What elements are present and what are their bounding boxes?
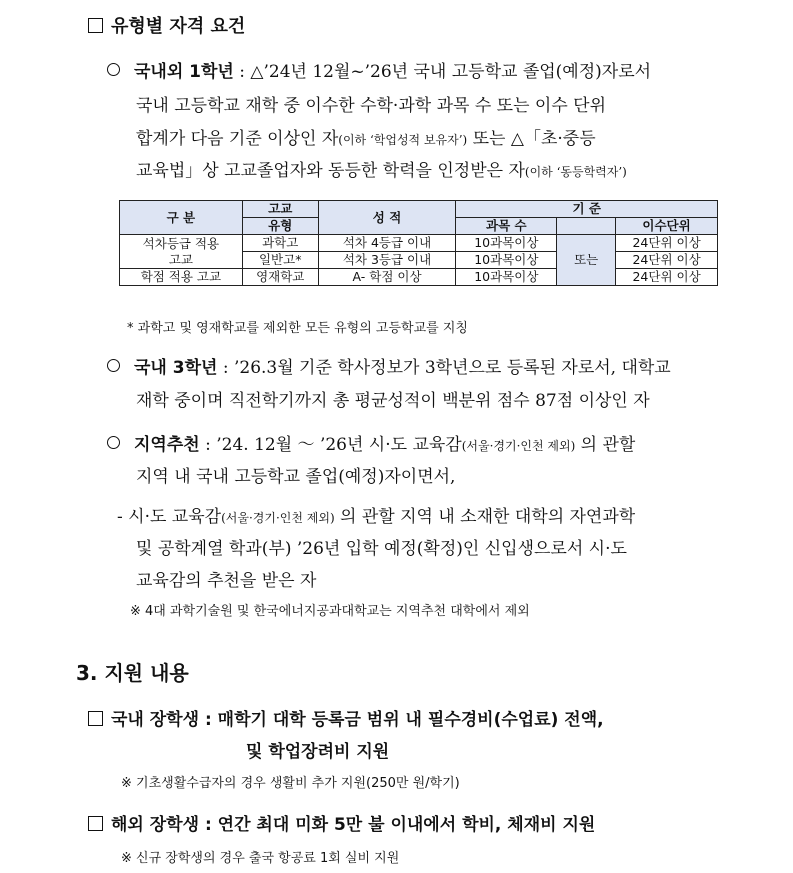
section3-heading: 3. 지원 내용 — [76, 661, 189, 685]
criteria-table — [119, 200, 718, 286]
item3-line2: 지역 내 국내 고등학교 졸업(예정)자이면서, — [136, 467, 456, 487]
table-row — [120, 269, 718, 286]
header-grade: 성 적 — [318, 201, 456, 235]
cell-grade: 석차 4등급 이내 — [318, 235, 456, 252]
item1-label: 국내외 1학년 — [134, 62, 234, 82]
item2-label: 국내 3학년 — [134, 358, 218, 378]
cell-or: 또는 — [557, 235, 616, 286]
item2-line2: 재학 중이며 직전학기까지 총 평균성적이 백분위 점수 87점 이상인 자 — [136, 391, 650, 411]
checkbox-square-icon — [88, 18, 103, 33]
header-school: 고교 — [242, 201, 318, 218]
item3-dash-line3: 교육감의 추천을 받은 자 — [136, 571, 317, 591]
cell-subjects: 10과목이상 — [456, 269, 557, 286]
domestic-line2: 및 학업장려비 지원 — [246, 742, 390, 762]
cell-units: 24단위 이상 — [616, 235, 718, 252]
checkbox-square-icon — [88, 816, 103, 831]
overseas-line1: 해외 장학생 : 연간 최대 미화 5만 불 이내에서 학비, 체재비 지원 — [88, 810, 595, 835]
cell-type: 과학고 — [242, 235, 318, 252]
cell-units: 24단위 이상 — [616, 269, 718, 286]
item3-dash-line1: - 시·도 교육감(서울·경기·인천 제외) 의 관할 지역 내 소재한 대학의 자연과학 — [117, 507, 636, 527]
cell-type: 영재학교 — [242, 269, 318, 286]
item3-line1: 지역추천 : ’24. 12월 ～ ’26년 시·도 교육감(서울·경기·인천 제외) 의 관할 — [107, 430, 635, 455]
overseas-note: ※ 신규 장학생의 경우 출국 항공료 1회 실비 지원 — [121, 851, 400, 866]
header-school-type: 유형 — [242, 218, 318, 235]
cell-type: 일반고* — [242, 252, 318, 269]
item3-note: ※ 4대 과학기술원 및 한국에너지공과대학교는 지역추천 대학에서 제외 — [130, 604, 530, 619]
cell-grade: A- 학점 이상 — [318, 269, 456, 286]
domestic-line1: 국내 장학생 : 매학기 대학 등록금 범위 내 필수경비(수업료) 전액, — [88, 705, 604, 730]
cell-subjects: 10과목이상 — [456, 235, 557, 252]
item1-line2: 국내 고등학교 재학 중 이수한 수학·과학 과목 수 또는 이수 단위 — [136, 96, 606, 116]
table-row — [120, 235, 718, 252]
section-heading: 유형별 자격 요건 — [88, 12, 245, 38]
header-units: 이수단위 — [616, 218, 718, 235]
circle-bullet-icon — [107, 63, 120, 76]
header-subjects: 과목 수 — [456, 218, 557, 235]
cell-units: 24단위 이상 — [616, 252, 718, 269]
circle-bullet-icon — [107, 436, 120, 449]
header-category: 구 분 — [120, 201, 243, 235]
table-footnote: * 과학고 및 영재학교를 제외한 모든 유형의 고등학교를 지칭 — [127, 321, 468, 336]
item3-label: 지역추천 — [134, 435, 200, 455]
item3-dash-line2: 및 공학계열 학과(부) ’26년 입학 예정(확정)인 신입생으로서 시·도 — [136, 539, 627, 559]
item1-line3: 합계가 다음 기준 이상인 자(이하 ‘학업성적 보유자’) 또는 △「초·중등 — [136, 129, 596, 149]
header-or-blank — [557, 218, 616, 235]
checkbox-square-icon — [88, 711, 103, 726]
domestic-note: ※ 기초생활수급자의 경우 생활비 추가 지원(250만 원/학기) — [121, 776, 460, 791]
cell-subjects: 10과목이상 — [456, 252, 557, 269]
item1-line4: 교육법」상 고교졸업자와 동등한 학력을 인정받은 자(이하 ‘동등학력자’) — [136, 161, 627, 181]
circle-bullet-icon — [107, 359, 120, 372]
item2-line1: 국내 3학년 : ’26.3월 기준 학사정보가 3학년으로 등록된 자로서, 대학교 — [107, 353, 671, 378]
item1-line1: 국내외 1학년 : △’24년 12월~’26년 국내 고등학교 졸업(예정)자로서 — [107, 57, 651, 82]
cell-category-a: 석차등급 적용 고교 — [120, 235, 243, 269]
header-criteria: 기 준 — [456, 201, 718, 218]
cell-category-b: 학점 적용 고교 — [120, 269, 243, 286]
cell-grade: 석차 3등급 이내 — [318, 252, 456, 269]
